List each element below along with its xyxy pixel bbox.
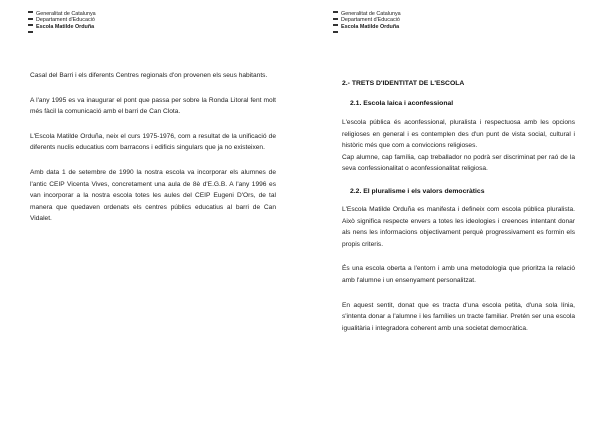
subsection-title: 2.1. Escola laica i aconfessional [350, 100, 454, 107]
header-line-1: Generalitat de Catalunya [36, 11, 96, 17]
left-body [30, 70, 276, 225]
header-line-3: Escola Matilde Orduña [341, 23, 400, 30]
page-header [28, 11, 96, 33]
paragraph: L'Escola Matilde Orduña, neix el curs 1975-1976, com a resultat de la unificació de diferents nuclis educatius com barracons i edificis singulars que ja no existeixen. [30, 132, 276, 152]
paragraph: Casal del Barri i els diferents Centres regionals d'on provenen els seus habitants. [30, 72, 268, 79]
generalitat-logo-icon [333, 11, 338, 33]
header-line-2: Departament d'Educació [341, 17, 400, 24]
header-text [341, 11, 401, 30]
header-line-1: Generalitat de Catalunya [341, 11, 401, 17]
subsection-2-body [342, 204, 575, 334]
generalitat-logo-icon [28, 11, 33, 33]
right-page [300, 0, 600, 424]
header-line-2: Departament d'Educació [36, 17, 95, 24]
page-header [333, 11, 401, 33]
paragraph: Cap alumne, cap família, cap treballador no podrà ser discriminat per raó de la seva confessionalitat o aconfessionalitat religiosa. [342, 153, 575, 173]
paragraph: L'Escola Matilde Orduña es manifesta i defineix com escola pública pluralista. Això significa respecte envers a totes les ideologies i creences intentant donar als nens les informacions objectivament perquè progressivament es formin els propis criteris. [342, 206, 575, 248]
section-title: 2.- TRETS D'IDENTITAT DE L'ESCOLA [342, 80, 465, 87]
header-text [36, 11, 96, 30]
header-line-3: Escola Matilde Orduña [36, 23, 95, 30]
paragraph: És una escola oberta a l'entorn i amb una metodologia que prioritza la relació amb l'alumne i un ensenyament personalitzat. [342, 265, 575, 284]
paragraph: A l'any 1995 es va inaugurar el pont que passa per sobre la Ronda Litoral fent molt més fàcil la comunicació amb el barri de Can Clota. [30, 96, 276, 116]
paragraph: Amb data 1 de setembre de 1990 la nostra escola va incorporar els alumnes de l'antic CEIP Vicenta Vives, concretament una aula de 8è d'E.G.B. A l'any 1996 es van incorporar a la nostra escola totes les aules del CEIP Eugeni D'Ors, de tal manera que quedaven ordenats els centres públics educatius al barri de Can Vidalet. [30, 168, 276, 223]
subsection-title: 2.2. El pluralisme i els valors democràtics [350, 188, 485, 195]
paragraph: L'escola pública és aconfessional, pluralista i respectuosa amb les opcions religioses en general i es contemplen des d'un punt de vista social, cultural i històric més que com a conviccions religioses. [342, 119, 575, 150]
paragraph: En aquest sentit, donat que es tracta d'una escola petita, d'una sola línia, s'intenta donar a l'alumne i les famílies un tracte familiar. Pretén ser una escola igualitària i integradora coherent amb una societat democràtica. [342, 301, 575, 332]
subsection-1-body [342, 117, 575, 175]
